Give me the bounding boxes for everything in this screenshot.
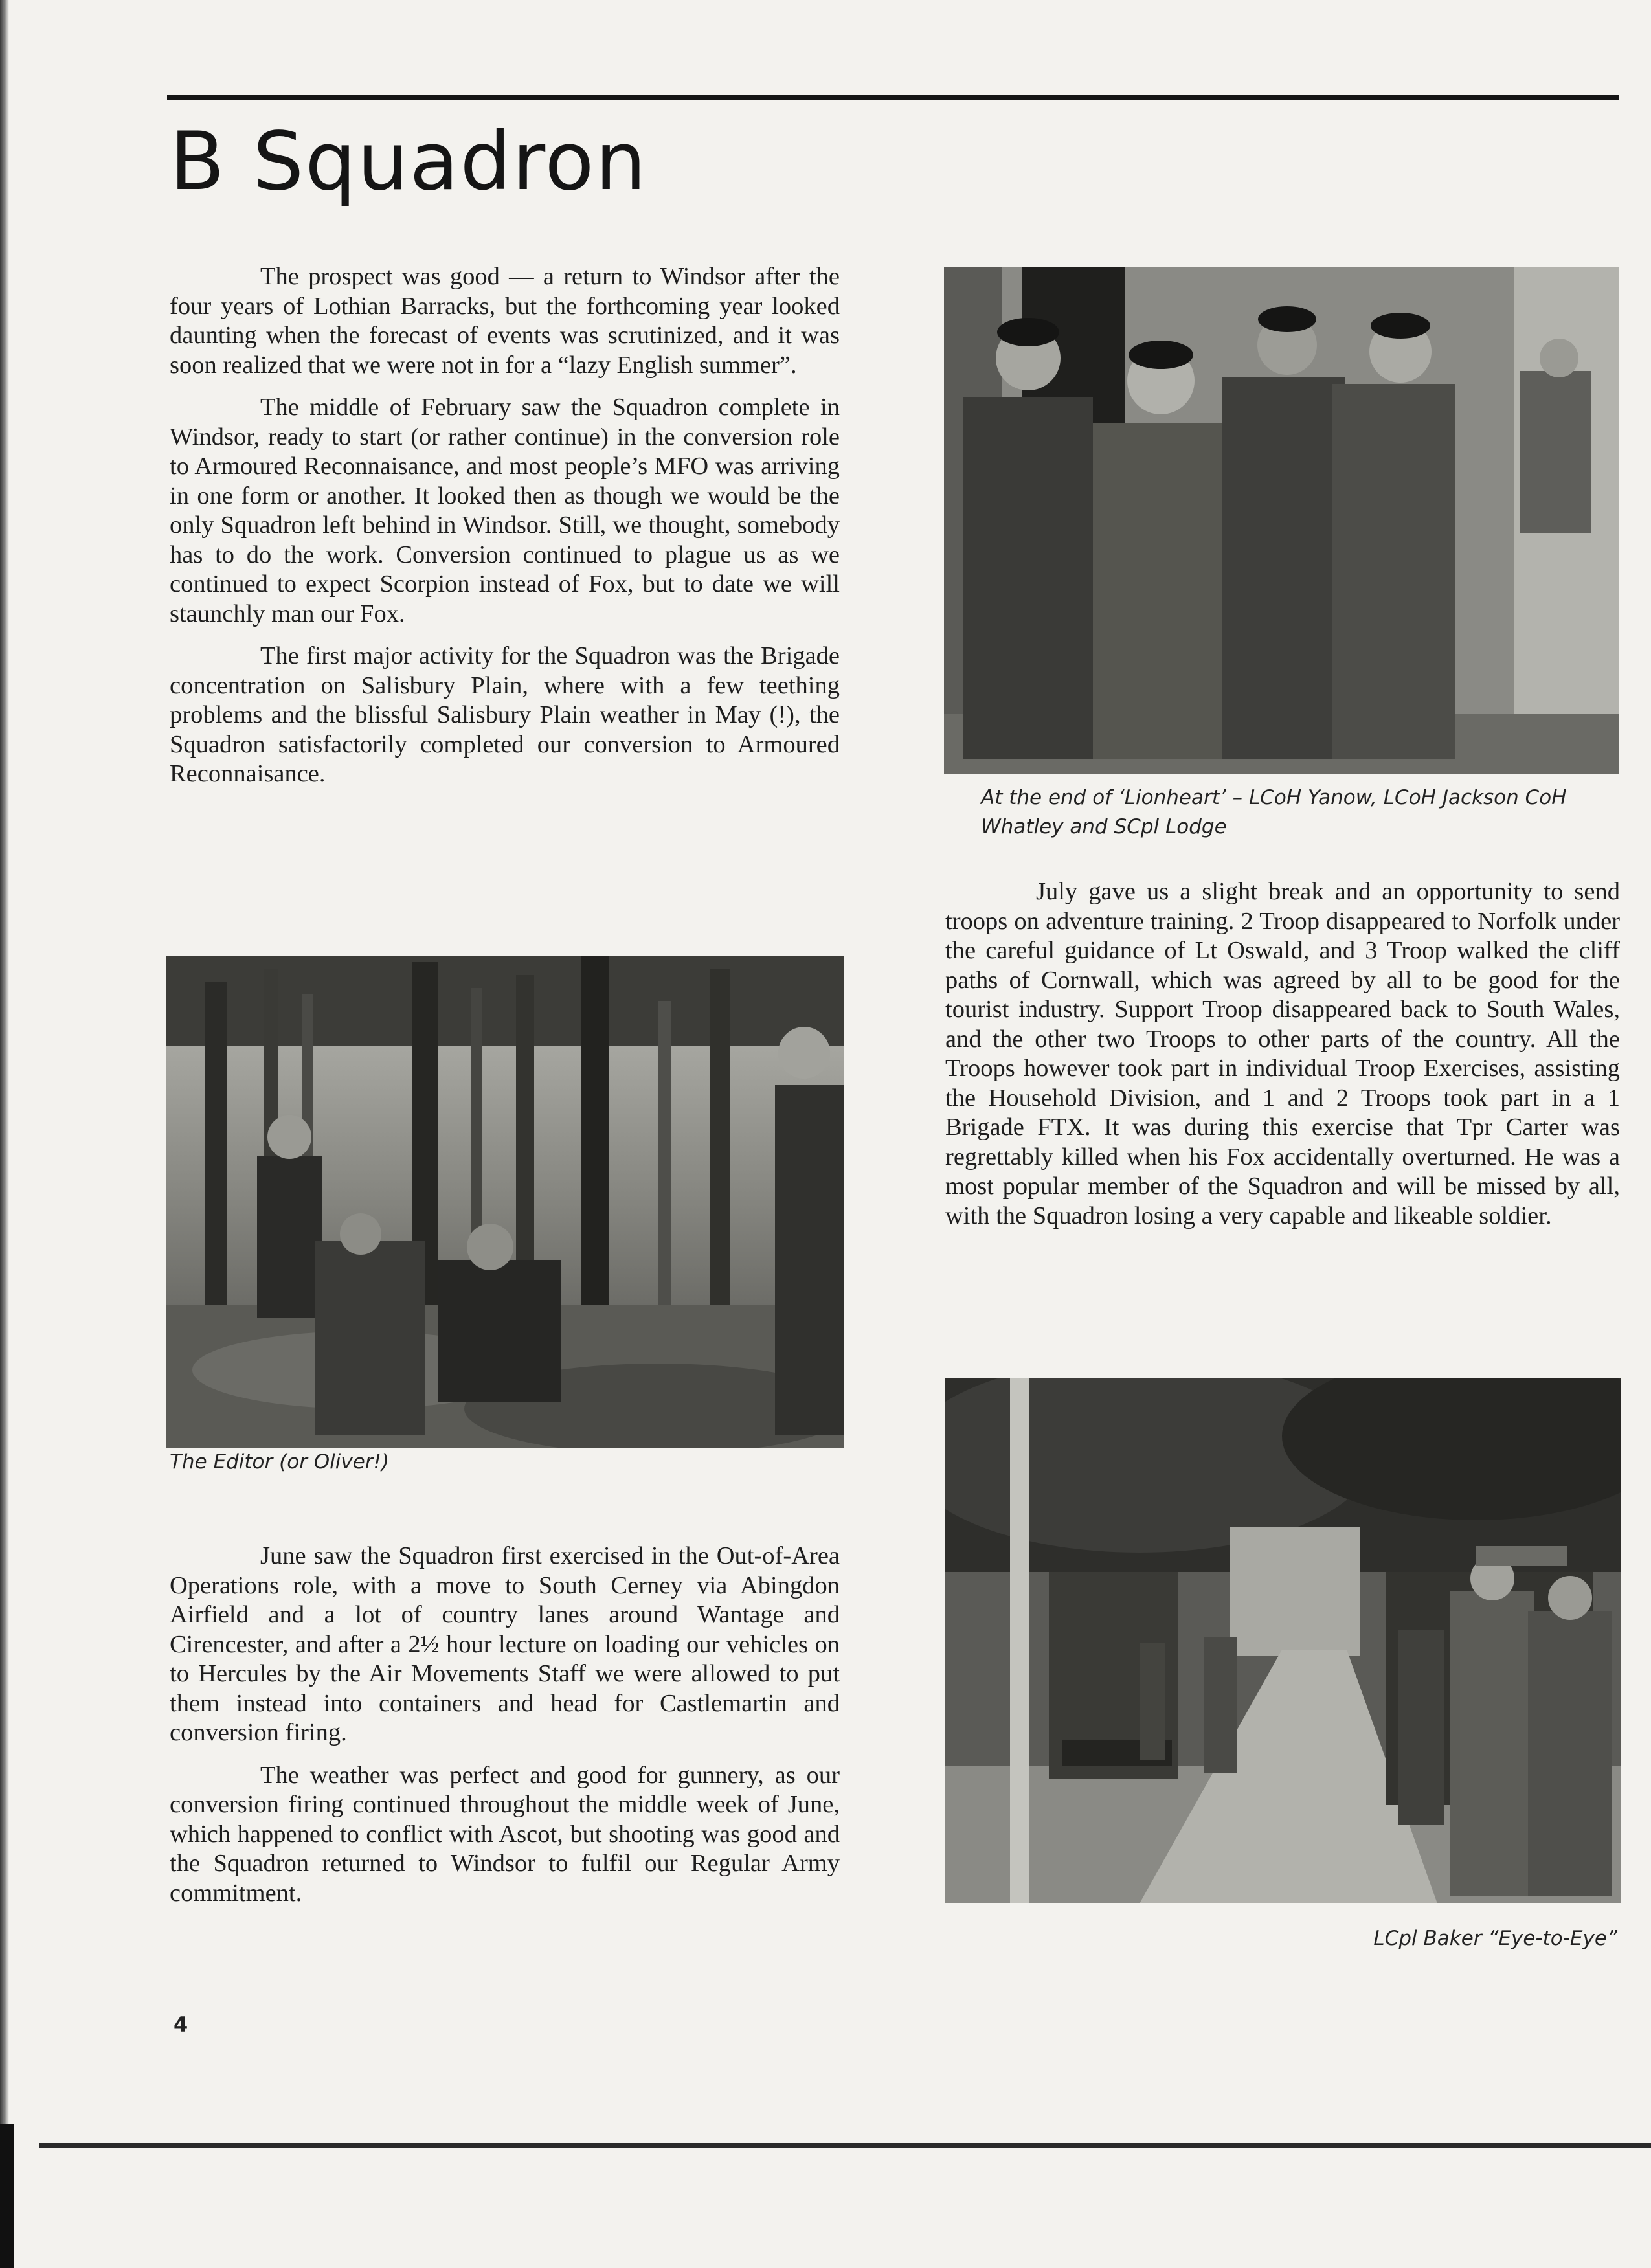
caption-forest: The Editor (or Oliver!) — [170, 1450, 390, 1474]
paragraph: The prospect was good — a return to Windsor after the four years of Lothian Barracks, but the forthcoming year looked daunting when the forecast of events was scrutinized, and it was soon realized that we were not in for a “lazy English summer”. — [170, 263, 840, 379]
footer-rule — [39, 2143, 1651, 2148]
caption-vehicles: LCpl Baker “Eye-to-Eye” — [1373, 1927, 1617, 1950]
paragraph: July gave us a slight break and an opportunity to send troops on adventure training. 2 Troop disappeared to Norfolk under the careful guidance of Lt Oswald, and 3 Troop walked the cliff paths of Cornwall, which was agreed by all to be good for the tourist industry. Support Troop disappeared back to South Wales, and the other two Troops to other parts of the country. All the Troops however took part in individual Troop Exercises, assisting the Household Division, and 1 and 2 Troops took part in a 1 Brigade FTX. It was during this exercise that Tpr Carter was regrettably killed when his Fox accidentally overturned. He was a most popular member of the Squadron and will be missed by all, with the Squadron losing a very capable and likeable soldier. — [945, 878, 1620, 1229]
photo-forest — [166, 956, 844, 1448]
photo-group — [944, 267, 1619, 774]
page-edge-binding — [0, 2124, 14, 2268]
right-column — [945, 877, 1620, 1244]
header-rule — [167, 95, 1619, 100]
paragraph: The middle of February saw the Squadron complete in Windsor, ready to start (or rather continue) in the conversion role to Armoured Reconnaisance, and most people’s MFO was arriving in one form or another. It looked then as though we would be the only Squadron left behind in Windsor. Still, we thought, somebody has to do the work. Conversion continued to plague us as we continued to expect Scorpion instead of Fox, but to date we will staunchly man our Fox. — [170, 394, 840, 627]
page-edge-shadow — [0, 0, 9, 2268]
page-number: 4 — [174, 2012, 188, 2037]
page-title: B Squadron — [170, 115, 647, 208]
caption-group: At the end of ‘Lionheart’ – LCoH Yanow, LCoH Jackson CoH Whatley and SCpl Lodge — [981, 786, 1567, 838]
photo-group-image — [944, 267, 1619, 774]
photo-vehicles-image — [945, 1378, 1621, 1903]
left-column-top — [170, 262, 840, 802]
photo-vehicles — [945, 1378, 1621, 1903]
paragraph: The weather was perfect and good for gunnery, as our conversion firing continued throughout the middle week of June, which happened to conflict with Ascot, but shooting was good and the Squadron returned to Windsor to fulfil our Regular Army commitment. — [170, 1761, 840, 1907]
paragraph: The first major activity for the Squadron was the Brigade concentration on Salisbury Plain, where with a few teething problems and the blissful Salisbury Plain weather in May (!), the Squadron satisfactorily completed our conversion to Armoured Reconnaisance. — [170, 642, 840, 787]
photo-forest-image — [166, 956, 844, 1448]
paragraph: June saw the Squadron first exercised in the Out-of-Area Operations role, with a move to South Cerney via Abingdon Airfield and a lot of country lanes around Wantage and Cirencester, and after a 2½ hour lecture on loading our vehicles on to Hercules by the Air Movements Staff we were allowed to put them instead into containers and head for Castlemartin and conversion firing. — [170, 1542, 840, 1746]
left-column-bottom — [170, 1542, 840, 1921]
